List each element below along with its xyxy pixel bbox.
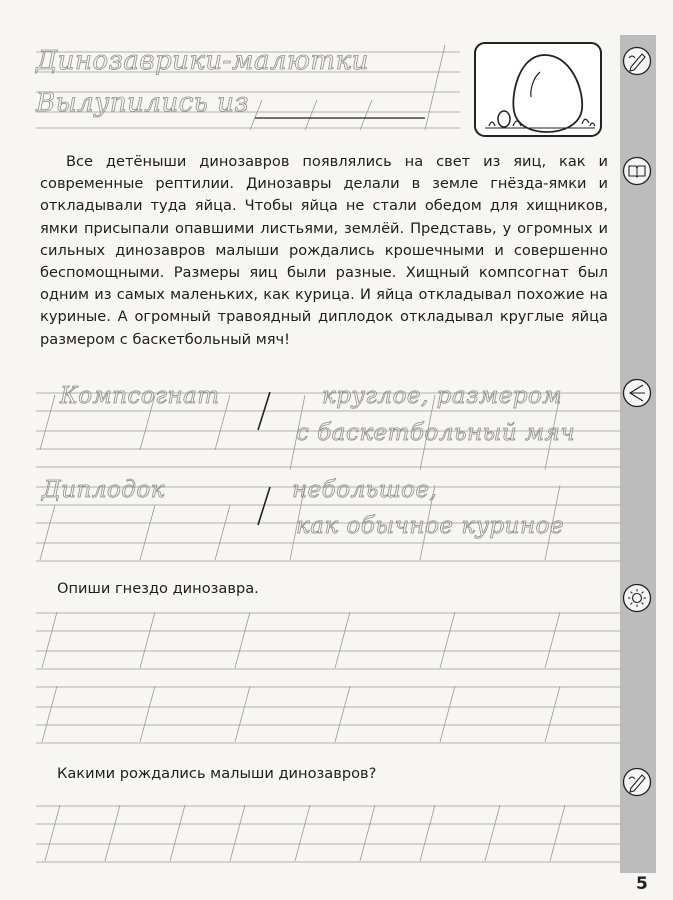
- match-right-4: как обычное куриное: [296, 513, 565, 539]
- match-right-3: небольшое,: [292, 477, 438, 503]
- sun-circle-icon: [622, 583, 652, 613]
- match-left-2: Диплодок: [42, 477, 165, 503]
- q1-slant-lines: [42, 612, 560, 742]
- pencil-circle-icon: [622, 46, 652, 76]
- q1-writing-lines[interactable]: [36, 613, 632, 743]
- q2-writing-lines[interactable]: [36, 806, 632, 862]
- question-babies: Какими рождались малыши динозавров?: [57, 765, 377, 782]
- book-circle-icon: [622, 156, 652, 186]
- main-paragraph: Все детёныши динозавров появлялись на свет из яиц, как и современные рептилии. Динозавры делали в земле гнёзда-ямки и откладывали туда яйца. Чтобы яйца не стали обедом для хищников, ямки присыпали опавшими листьями, землёй. Представь, у огромных и сильных динозавров малыши рождались крошечными и совершенно беспомощными. Размеры яиц были разные. Хищный компсогнат был одним из самых маленьких, как курица. И яйца откладывал похожие на куриные. А огромный травоядный диплодок откладывал круглые яйца размером с баскетбольный мяч!: [40, 153, 608, 348]
- match-right-1: круглое, размером: [322, 383, 562, 409]
- egg-picture-box: [475, 43, 601, 136]
- question-nest: Опиши гнездо динозавра.: [57, 580, 259, 597]
- trace-title: Динозаврики-малютки: [36, 46, 369, 76]
- pencil-circle-icon: [622, 767, 652, 797]
- arrows-circle-icon: [622, 378, 652, 408]
- trace-subtitle: Вылупились из: [36, 88, 250, 118]
- q2-slant-lines: [45, 805, 565, 861]
- match-left-1: Компсогнат: [60, 383, 220, 409]
- match-right-2: с баскетбольный мяч: [296, 420, 576, 446]
- page-number: 5: [636, 874, 648, 894]
